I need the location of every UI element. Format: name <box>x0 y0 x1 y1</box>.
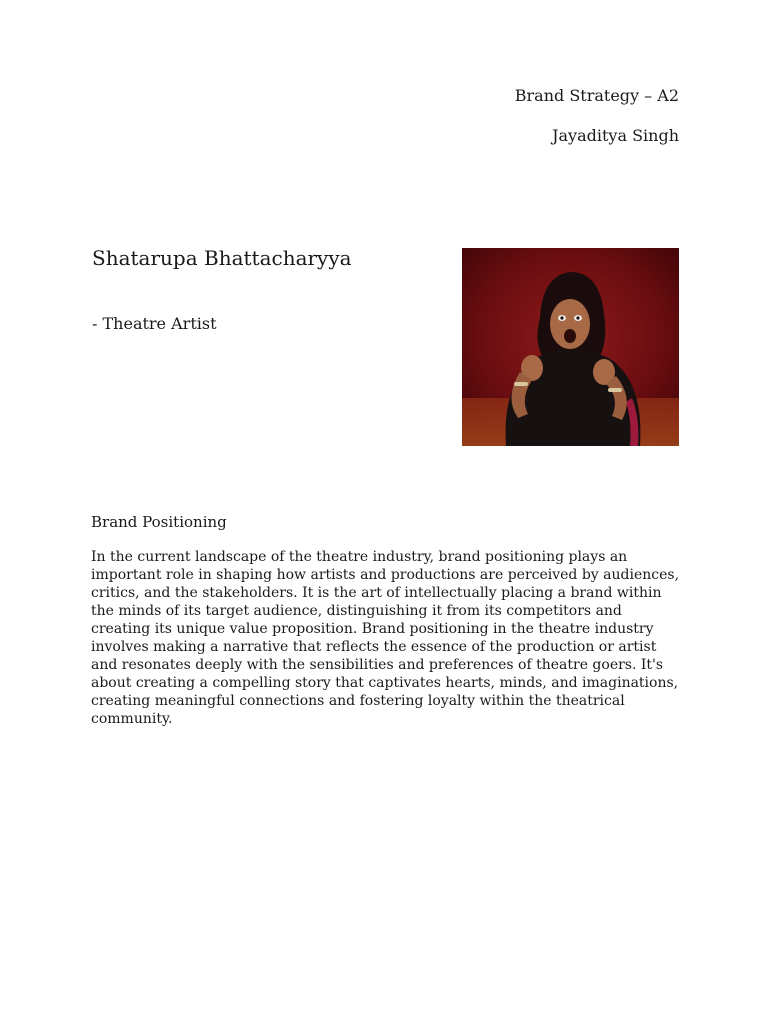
section-heading: Brand Positioning <box>91 513 227 531</box>
author-name: Jayaditya Singh <box>552 126 679 145</box>
artist-photo <box>462 248 679 446</box>
section-paragraph: In the current landscape of the theatre industry, brand positioning plays an important role in shaping how artists and productions are perceived by audiences, critics, and the stakeholders. It is the art of intellectually placing a brand within the minds of its target audience, distinguishing it from its competitors and creating its unique value proposition. Brand positioning in the theatre industry involves making a narrative that reflects the essence of the production or artist and resonates deeply with the sensibilities and preferences of theatre goers. It's about creating a compelling story that captivates hearts, minds, and imaginations, creating meaningful connections and fostering loyalty within the theatrical community. <box>91 549 680 727</box>
subject-role: - Theatre Artist <box>92 314 217 333</box>
course-title: Brand Strategy – A2 <box>514 86 679 105</box>
artist-photo-illustration <box>462 248 679 446</box>
document-header <box>515 86 679 146</box>
subject-name: Shatarupa Bhattacharyya <box>92 246 352 270</box>
